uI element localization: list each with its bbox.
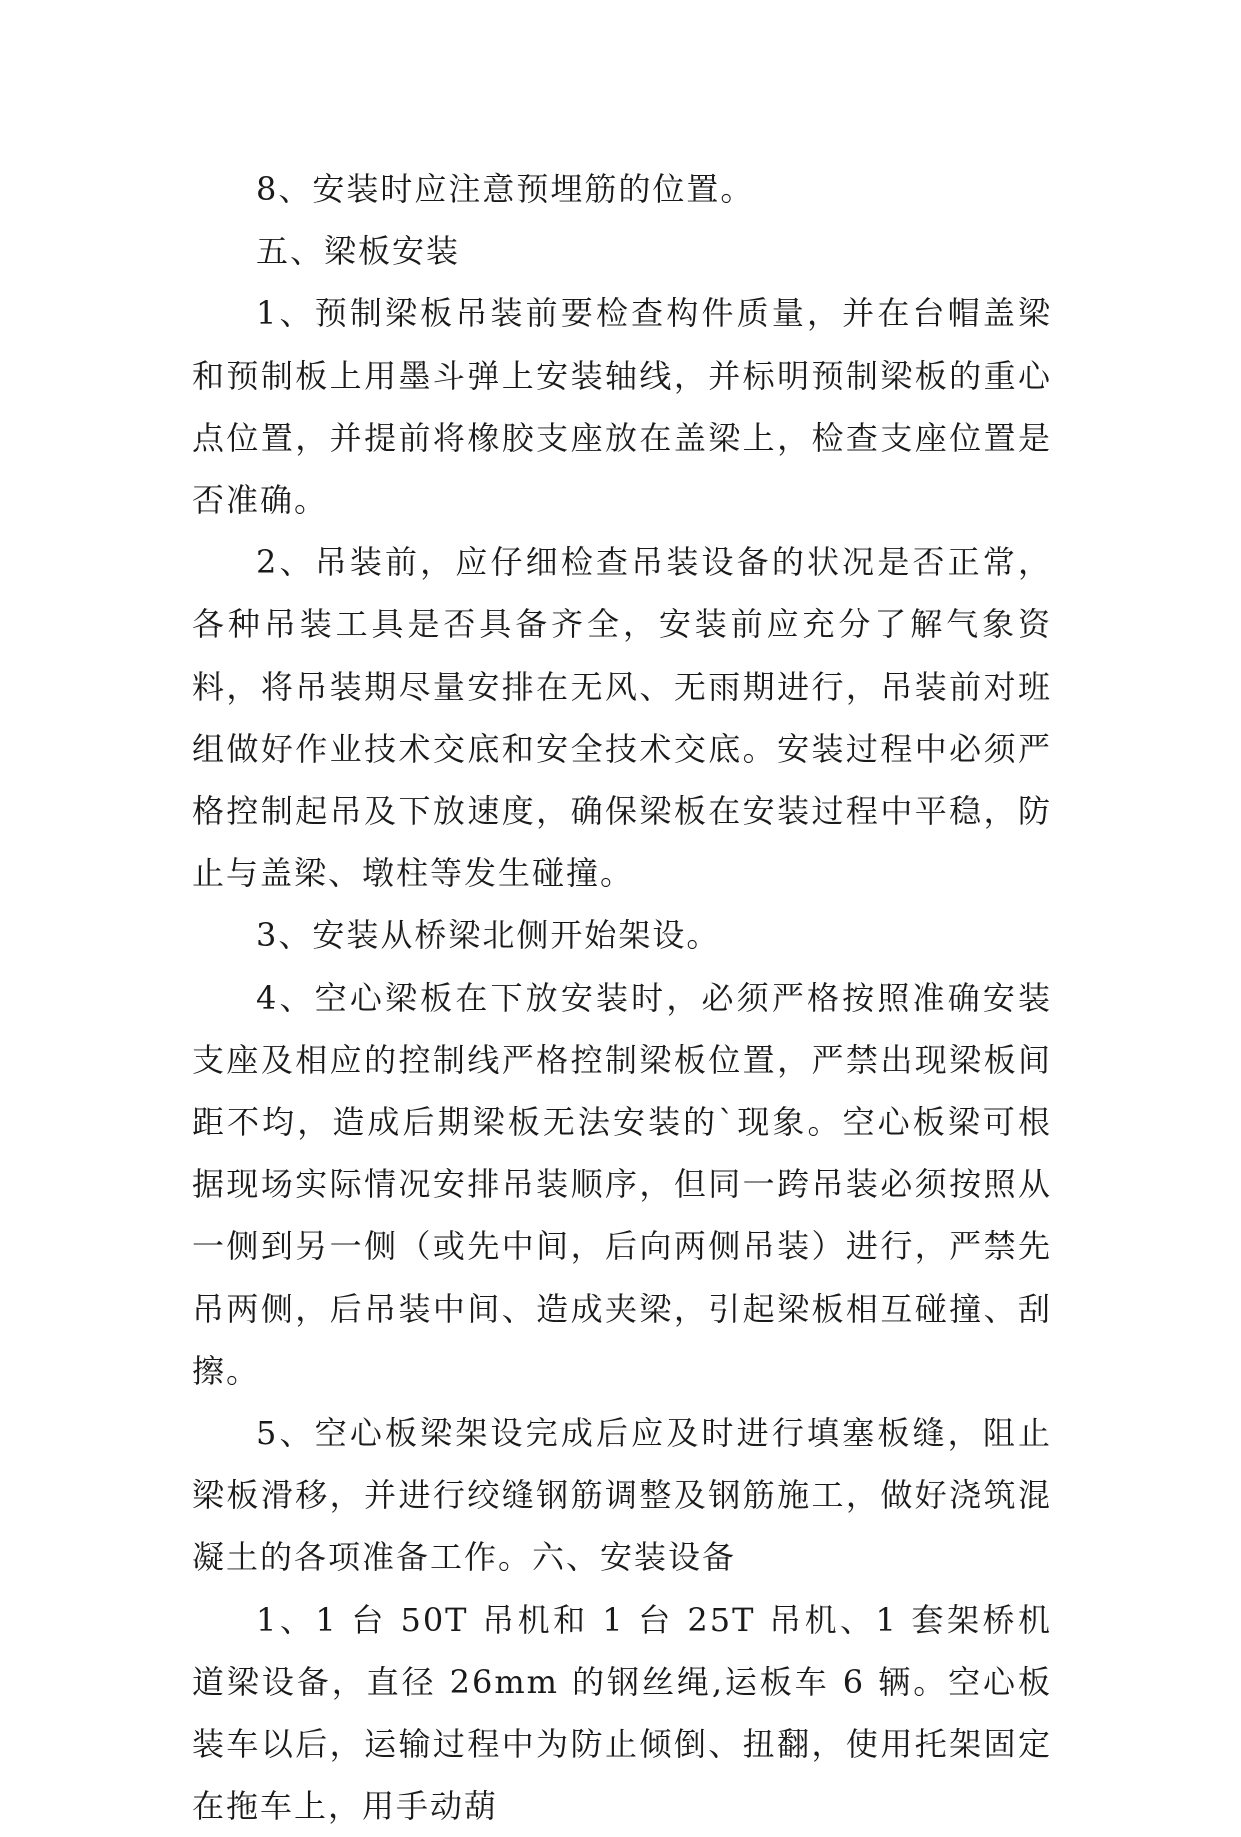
section-heading-beam-installation: 五、梁板安装 xyxy=(256,232,461,271)
paragraph-item-3: 3、安装从桥梁北侧开始架设。 xyxy=(256,916,721,955)
paragraph-item-2: 2、吊装前，应仔细检查吊装设备的状况是否正常，各种吊装工具是否具备齐全，安装前应充分了解气象资料，将吊装期尽量安排在无风、无雨期进行，吊装前对班组做好作业技术交底和安全技术交底。安装过程中必须严格控制起吊及下放速度，确保梁板在安装过程中平稳，防止与盖梁、墩柱等发生碰撞。 xyxy=(192,543,1052,893)
paragraph-item-1: 1、预制梁板吊装前要检查构件质量，并在台帽盖梁和预制板上用墨斗弹上安装轴线，并标明预制梁板的重心点位置，并提前将橡胶支座放在盖梁上，检查支座位置是否准确。 xyxy=(192,294,1052,520)
paragraph-item-4: 4、空心梁板在下放安装时，必须严格按照准确安装支座及相应的控制线严格控制梁板位置，严禁出现梁板间距不均，造成后期梁板无法安装的`现象。空心板梁可根据现场实际情况安排吊装顺序，但同一跨吊装必须按照从一侧到另一侧（或先中间，后向两侧吊装）进行，严禁先吊两侧，后吊装中间、造成夹梁，引起梁板相互碰撞、刮擦。 xyxy=(192,978,1052,1390)
paragraph-equipment-1: 1、1 台 50T 吊机和 1 台 25T 吊机、1 套架桥机道梁设备，直径 26mm 的钢丝绳,运板车 6 辆。空心板装车以后，运输过程中为防止倾倒、扭翻，使用托架固定在拖车上，用手动葫 xyxy=(192,1600,1052,1826)
paragraph-item-8: 8、安装时应注意预埋筋的位置。 xyxy=(256,170,755,208)
paragraph-item-5: 5、空心板梁架设完成后应及时进行填塞板缝，阻止梁板滑移，并进行绞缝钢筋调整及钢筋施工，做好浇筑混凝土的各项准备工作。六、安装设备 xyxy=(192,1414,1052,1577)
document-body xyxy=(192,158,1052,1837)
